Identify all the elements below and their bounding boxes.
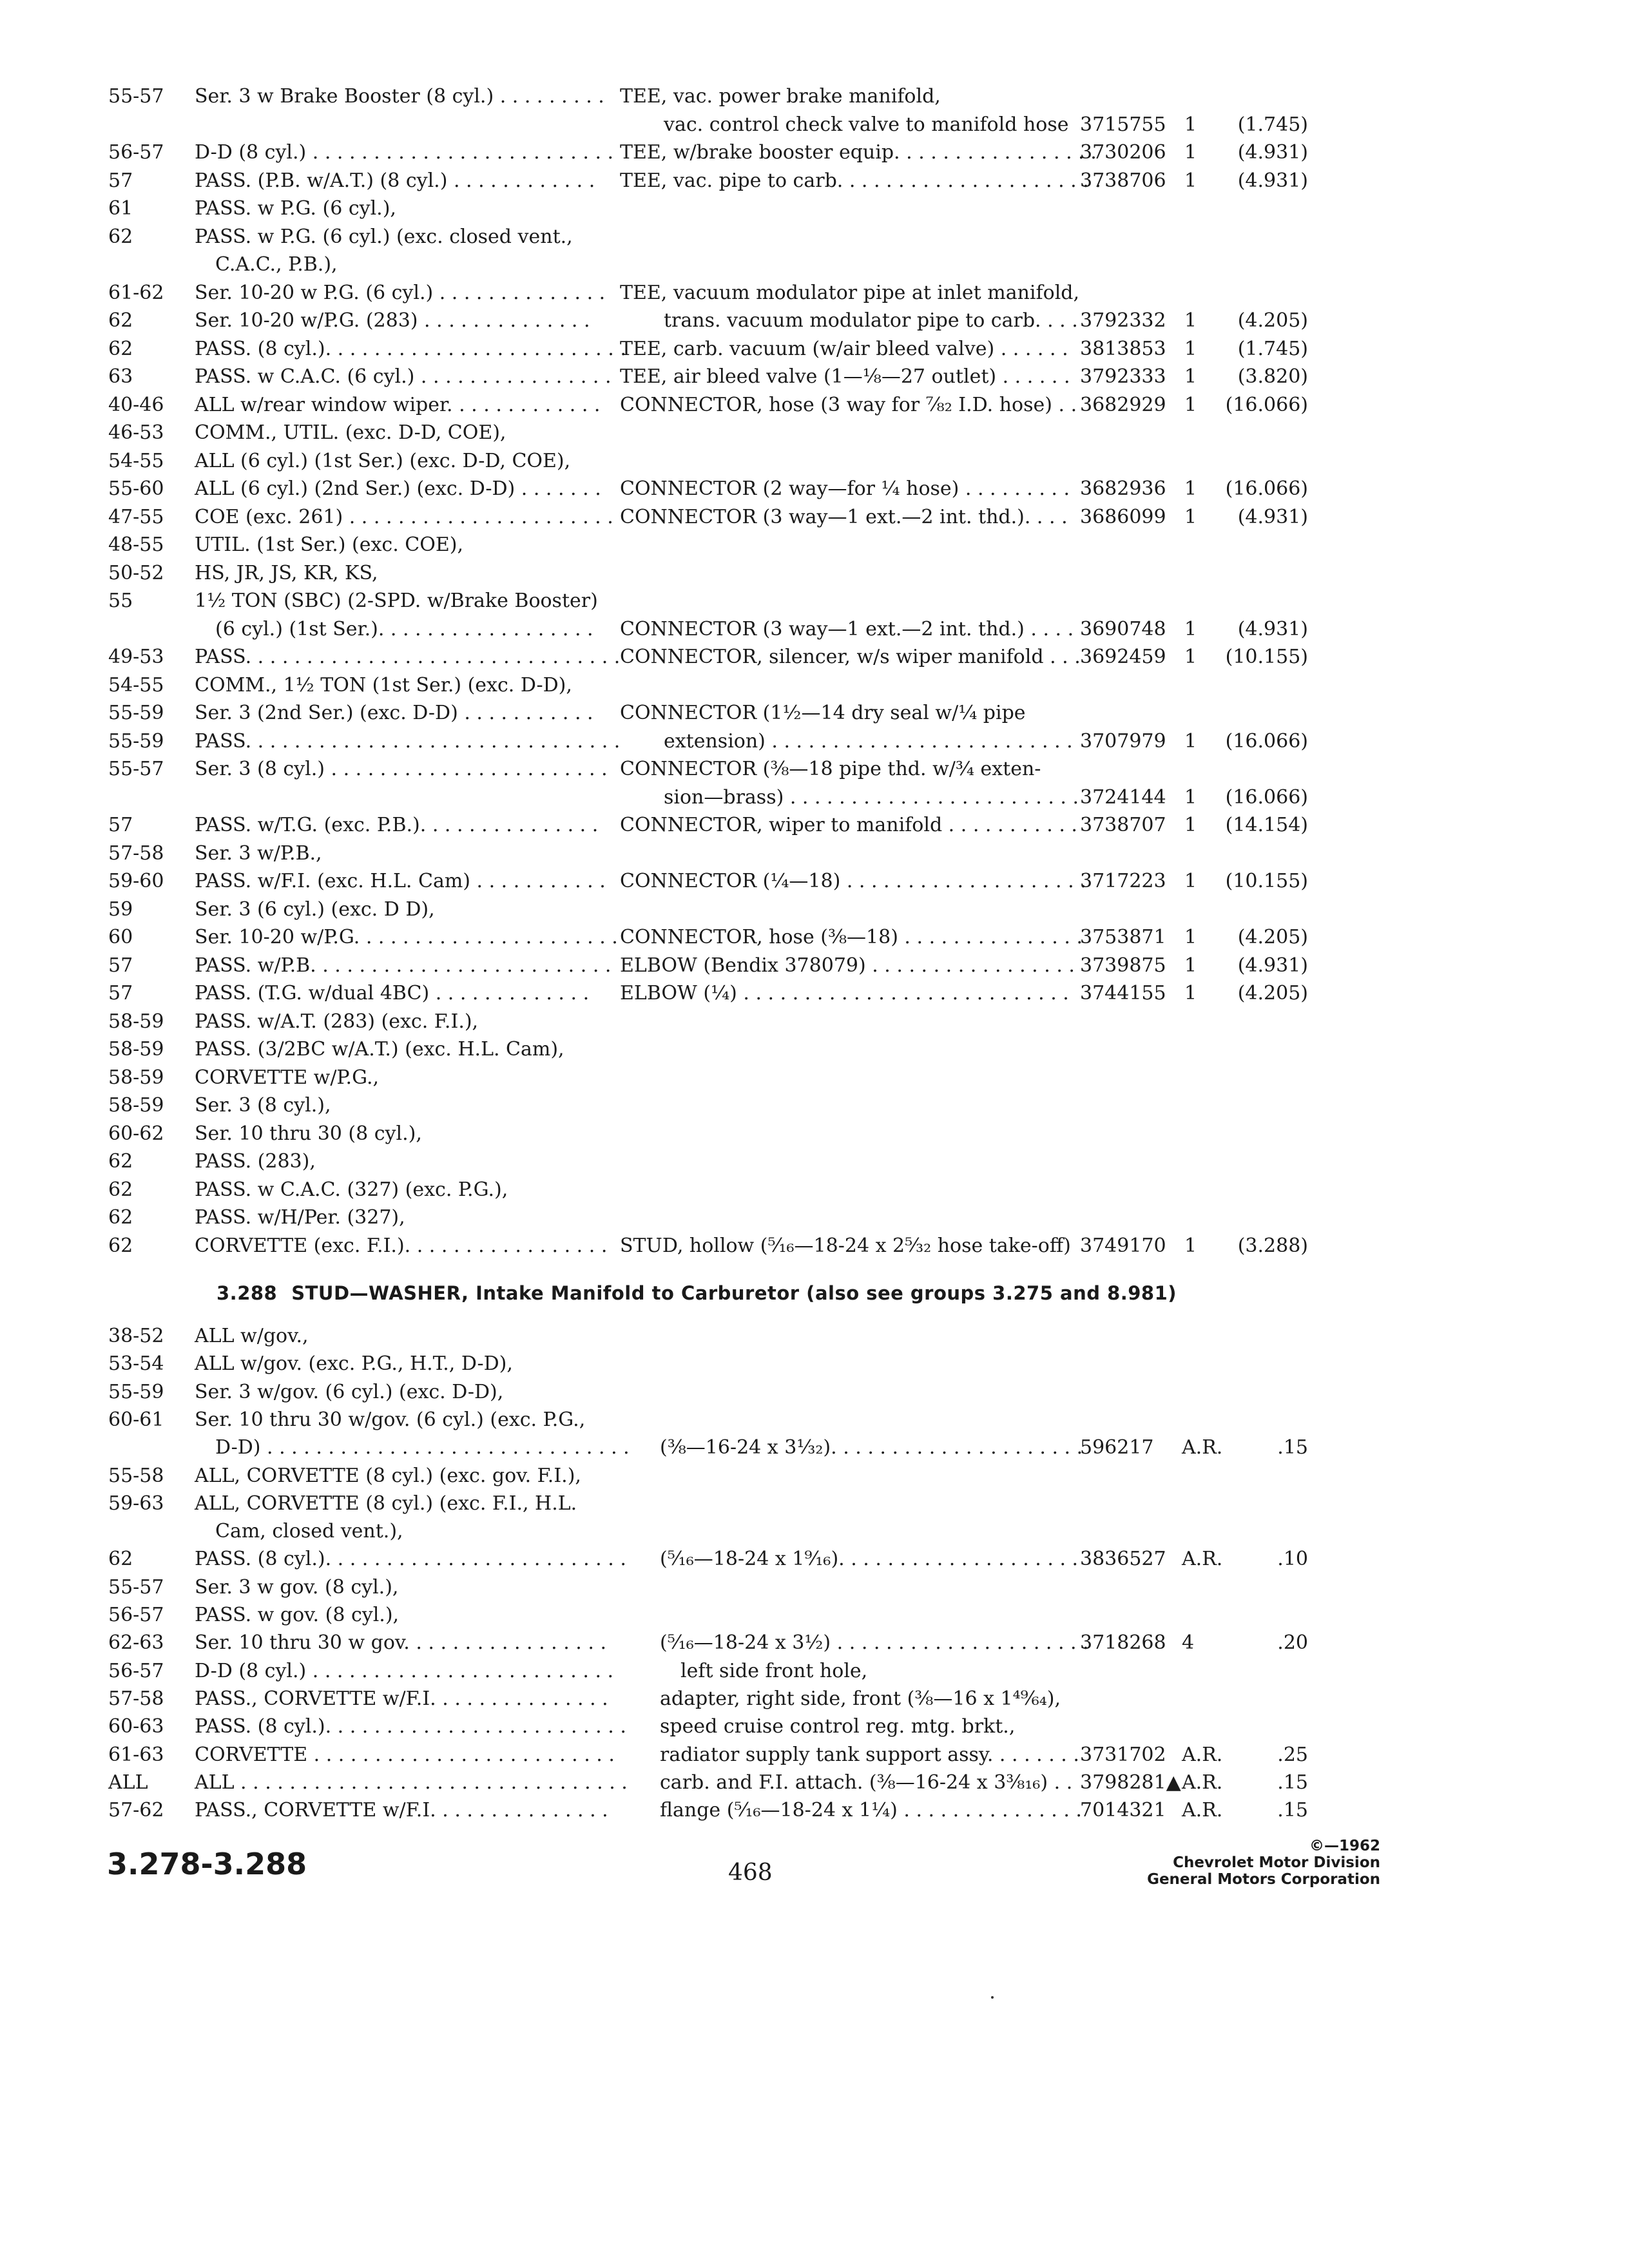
quantity: 1 <box>1184 365 1197 388</box>
model-application: D-D (8 cyl.) . . . . . . . . . . . . . . . . . . . . . . . . . <box>195 141 614 164</box>
catalog-row <box>0 223 1629 251</box>
catalog-row <box>0 867 1629 896</box>
model-application: PASS. (8 cyl.). . . . . . . . . . . . . . . . . . . . . . . . . <box>195 1548 626 1571</box>
quantity: 1 <box>1184 1234 1197 1257</box>
price: (4.931) <box>1237 617 1308 640</box>
model-application: CORVETTE w/P.G., <box>195 1066 380 1089</box>
model-application: Ser. 3 w/P.B., <box>195 841 322 865</box>
quantity: 1 <box>1184 337 1197 360</box>
part-number: 3682936 <box>1080 477 1166 500</box>
model-application: ALL w/rear window wiper. . . . . . . . . . . . . <box>195 393 601 416</box>
model-year: 58-59 <box>108 1066 164 1089</box>
catalog-row <box>0 1232 1629 1260</box>
quantity: 1 <box>1184 814 1197 836</box>
model-application: COMM., 1½ TON (1st Ser.) (exc. D-D), <box>195 673 572 697</box>
catalog-row <box>0 335 1629 363</box>
price: .15 <box>1277 1799 1308 1822</box>
model-application: Ser. 10-20 w/P.G. (283) . . . . . . . . . . . . . . <box>195 309 590 332</box>
quantity: 1 <box>1184 141 1197 164</box>
price: .20 <box>1277 1631 1308 1655</box>
catalog-row <box>0 783 1629 812</box>
model-year: ALL <box>108 1771 148 1794</box>
catalog-row <box>0 1769 1629 1797</box>
catalog-row <box>0 1713 1629 1741</box>
catalog-row <box>0 559 1629 588</box>
catalog-row <box>0 952 1629 980</box>
model-application: PASS. w/T.G. (exc. P.B.). . . . . . . . . . . . . . . <box>195 814 599 836</box>
model-application: ALL, CORVETTE (8 cyl.) (exc. gov. F.I.), <box>195 1464 581 1487</box>
part-number: 3724144 <box>1080 785 1166 809</box>
part-description: CONNECTOR (3 way—1 ext.—2 int. thd.) . . . . <box>620 617 1074 640</box>
part-number: 3738707 <box>1080 814 1166 836</box>
quantity: 1 <box>1184 393 1197 416</box>
price: .10 <box>1277 1548 1308 1571</box>
part-number: 3690748 <box>1080 617 1166 640</box>
part-number: 3792333 <box>1080 365 1166 388</box>
part-description-cont: vac. control check valve to manifold hose <box>664 113 1069 136</box>
quantity: A.R. <box>1182 1799 1223 1822</box>
model-year: 55-57 <box>108 85 164 108</box>
model-year: 62 <box>108 1234 133 1257</box>
model-application: Ser. 3 (6 cyl.) (exc. D D), <box>195 898 435 921</box>
model-application: PASS. w/H/Per. (327), <box>195 1206 405 1229</box>
part-description: CONNECTOR (⅜—18 pipe thd. w/¾ exten- <box>620 758 1041 780</box>
price: .15 <box>1277 1771 1308 1794</box>
part-number: 3692459 <box>1080 646 1166 668</box>
price: (4.205) <box>1237 926 1308 948</box>
catalog-row <box>0 1406 1629 1434</box>
model-application: 1½ TON (SBC) (2-SPD. w/Brake Booster) <box>195 590 598 612</box>
part-number: 7014321 <box>1080 1799 1166 1822</box>
quantity: 1 <box>1184 785 1197 809</box>
model-year: 55-59 <box>108 729 164 753</box>
catalog-row <box>0 1462 1629 1490</box>
part-number: 3836527 <box>1080 1548 1166 1571</box>
part-description: TEE, carb. vacuum (w/air bleed valve) . . . . . . <box>620 337 1068 360</box>
price: (16.066) <box>1225 785 1308 809</box>
catalog-row <box>0 111 1629 139</box>
catalog-row <box>0 615 1629 644</box>
model-application-cont: (6 cyl.) (1st Ser.). . . . . . . . . . . . . . . . . . <box>215 617 593 640</box>
catalog-row <box>0 727 1629 756</box>
model-year: 47-55 <box>108 505 164 528</box>
quantity: A.R. <box>1182 1743 1223 1766</box>
model-year: 57-62 <box>108 1799 164 1822</box>
catalog-row <box>0 1434 1629 1462</box>
quantity: 1 <box>1184 870 1197 892</box>
copyright-block <box>1095 1838 1380 1888</box>
model-application: PASS. w P.G. (6 cyl.) (exc. closed vent., <box>195 225 573 248</box>
part-number: 3738706 <box>1080 169 1166 192</box>
model-application: UTIL. (1st Ser.) (exc. COE), <box>195 533 463 556</box>
model-year: 55 <box>108 590 133 612</box>
catalog-row <box>0 979 1629 1008</box>
quantity: 4 <box>1182 1631 1195 1655</box>
price: (14.154) <box>1225 814 1308 836</box>
part-description: flange (⁵⁄₁₆—18-24 x 1¼) . . . . . . . . . . . . . . . <box>660 1799 1082 1822</box>
part-number: 3686099 <box>1080 505 1166 528</box>
part-number: 3749170 <box>1080 1234 1166 1257</box>
model-year: 62 <box>108 1150 133 1173</box>
part-description: TEE, vacuum modulator pipe at inlet manifold, <box>620 281 1080 304</box>
catalog-row <box>0 811 1629 840</box>
model-year: 55-57 <box>108 758 164 780</box>
model-year: 62 <box>108 337 133 360</box>
model-application: Ser. 3 w gov. (8 cyl.), <box>195 1575 399 1599</box>
model-application: PASS. (T.G. w/dual 4BC) . . . . . . . . . . . . . <box>195 982 590 1004</box>
part-description: CONNECTOR (1½—14 dry seal w/¼ pipe <box>620 702 1026 724</box>
part-number: 3753871 <box>1080 926 1166 948</box>
model-year: 62 <box>108 1548 133 1571</box>
model-application: ALL (6 cyl.) (2nd Ser.) (exc. D-D) . . . . . . . <box>195 477 601 500</box>
catalog-row <box>0 139 1629 167</box>
catalog-row <box>0 419 1629 447</box>
model-year: 57-58 <box>108 1687 164 1710</box>
price: (10.155) <box>1225 870 1308 892</box>
model-year: 48-55 <box>108 533 164 556</box>
model-year: 38-52 <box>108 1325 164 1347</box>
part-description: TEE, w/brake booster equip. . . . . . . . . . . . . . . . . <box>620 141 1097 164</box>
price: (4.931) <box>1237 954 1308 977</box>
part-number: 3730206 <box>1080 141 1166 164</box>
catalog-row <box>0 1573 1629 1602</box>
price: (16.066) <box>1225 729 1308 753</box>
model-year: 53-54 <box>108 1352 164 1376</box>
model-year: 62 <box>108 225 133 248</box>
part-number: 3739875 <box>1080 954 1166 977</box>
part-description: CONNECTOR (3 way—1 ext.—2 int. thd.). . . . <box>620 505 1068 528</box>
model-application: ALL w/gov. (exc. P.G., H.T., D-D), <box>195 1352 513 1376</box>
quantity: 1 <box>1184 646 1197 668</box>
quantity: A.R. <box>1182 1771 1223 1794</box>
catalog-row <box>0 1601 1629 1629</box>
model-application: Ser. 10 thru 30 w gov. . . . . . . . . . . . . . . . . <box>195 1631 606 1655</box>
catalog-row <box>0 447 1629 476</box>
model-year: 60 <box>108 926 133 948</box>
model-application: PASS. (3/2BC w/A.T.) (exc. H.L. Cam), <box>195 1038 564 1061</box>
section-heading <box>217 1282 1177 1304</box>
part-description: CONNECTOR, hose (3 way for ⅞₂ I.D. hose) . . <box>620 393 1077 416</box>
model-application: ALL w/gov., <box>195 1325 309 1347</box>
model-year: 57 <box>108 169 133 192</box>
catalog-row <box>0 1657 1629 1686</box>
part-description: ELBOW (¼) . . . . . . . . . . . . . . . . . . . . . . . . . . . <box>620 982 1069 1004</box>
part-description: STUD, hollow (⁵⁄₁₆—18-24 x 2⁵⁄₃₂ hose take-off) <box>620 1234 1071 1257</box>
model-application: Ser. 10 thru 30 w/gov. (6 cyl.) (exc. P.G., <box>195 1408 586 1431</box>
part-description: (⅜—16-24 x 3¹⁄₃₂). . . . . . . . . . . . . . . . . . . . . <box>660 1436 1083 1459</box>
model-year: 57 <box>108 954 133 977</box>
model-year: 58-59 <box>108 1038 164 1061</box>
catalog-row <box>0 1120 1629 1148</box>
group-range-label: 3.278-3.288 <box>107 1847 307 1881</box>
part-description: CONNECTOR (2 way—for ¼ hose) . . . . . . . . . <box>620 477 1070 500</box>
catalog-row <box>0 475 1629 503</box>
price: (3.288) <box>1237 1234 1308 1257</box>
part-description-cont: left side front hole, <box>680 1659 868 1682</box>
model-application-cont: D-D) . . . . . . . . . . . . . . . . . . . . . . . . . . . . . . <box>215 1436 630 1459</box>
model-year: 55-58 <box>108 1464 164 1487</box>
catalog-row <box>0 1741 1629 1769</box>
model-year: 56-57 <box>108 141 164 164</box>
price: (1.745) <box>1237 337 1308 360</box>
model-year: 58-59 <box>108 1010 164 1033</box>
model-year: 50-52 <box>108 561 164 584</box>
model-year: 58-59 <box>108 1094 164 1117</box>
quantity: 1 <box>1184 505 1197 528</box>
part-number: 3717223 <box>1080 870 1166 892</box>
catalog-row <box>0 1064 1629 1092</box>
model-application: PASS. w C.A.C. (327) (exc. P.G.), <box>195 1178 508 1201</box>
part-description: carb. and F.I. attach. (⅜—16-24 x 3⅜₁₆) . . <box>660 1771 1073 1794</box>
model-year: 55-59 <box>108 702 164 724</box>
part-description: TEE, vac. power brake manifold, <box>620 85 941 108</box>
quantity: 1 <box>1184 729 1197 753</box>
catalog-row <box>0 363 1629 391</box>
quantity: 1 <box>1184 954 1197 977</box>
model-application: PASS. w/F.I. (exc. H.L. Cam) . . . . . . . . . . . <box>195 870 606 892</box>
model-application: PASS. . . . . . . . . . . . . . . . . . . . . . . . . . . . . . . <box>195 646 621 668</box>
model-application: PASS. (8 cyl.). . . . . . . . . . . . . . . . . . . . . . . . . <box>195 337 626 360</box>
section-heading-text: STUD—WASHER, Intake Manifold to Carburetor (also see groups 3.275 and 8.981) <box>291 1282 1177 1304</box>
part-description: CONNECTOR, silencer, w/s wiper manifold . . . <box>620 646 1081 668</box>
model-year: 60-61 <box>108 1408 164 1431</box>
model-year: 55-60 <box>108 477 164 500</box>
price: (4.205) <box>1237 309 1308 332</box>
model-year: 57 <box>108 982 133 1004</box>
model-application: Ser. 3 w/gov. (6 cyl.) (exc. D-D), <box>195 1380 504 1403</box>
quantity: 1 <box>1184 169 1197 192</box>
model-year: 60-62 <box>108 1122 164 1145</box>
price: (4.931) <box>1237 141 1308 164</box>
model-application: D-D (8 cyl.) . . . . . . . . . . . . . . . . . . . . . . . . . <box>195 1659 614 1682</box>
catalog-row <box>0 251 1629 279</box>
price: (16.066) <box>1225 393 1308 416</box>
catalog-row <box>0 1176 1629 1204</box>
model-application: Ser. 3 (8 cyl.) . . . . . . . . . . . . . . . . . . . . . . . <box>195 758 608 780</box>
quantity: 1 <box>1184 617 1197 640</box>
model-year: 59-60 <box>108 870 164 892</box>
part-number: 3798281▲ <box>1080 1771 1181 1794</box>
model-year: 46-53 <box>108 421 164 444</box>
catalog-row <box>0 1378 1629 1407</box>
catalog-row <box>0 82 1629 111</box>
model-application: COE (exc. 261) . . . . . . . . . . . . . . . . . . . . . . <box>195 505 613 528</box>
part-description-cont: sion—brass) . . . . . . . . . . . . . . . . . . . . . . . . <box>664 785 1079 809</box>
part-number: 3731702 <box>1080 1743 1166 1766</box>
model-application: PASS. w P.G. (6 cyl.), <box>195 197 396 220</box>
catalog-row <box>0 391 1629 419</box>
part-description: TEE, air bleed valve (1—⅛—27 outlet) . . . . . . <box>620 365 1070 388</box>
catalog-row <box>0 587 1629 615</box>
quantity: A.R. <box>1182 1436 1223 1459</box>
model-application: ALL, CORVETTE (8 cyl.) (exc. F.I., H.L. <box>195 1492 577 1515</box>
part-description: radiator supply tank support assy. . . . . . . . <box>660 1743 1079 1766</box>
copyright-year: ©—1962 <box>1309 1838 1380 1854</box>
catalog-row <box>0 531 1629 559</box>
catalog-row <box>0 896 1629 924</box>
catalog-row <box>0 1517 1629 1546</box>
catalog-row <box>0 279 1629 307</box>
model-year: 61-62 <box>108 281 164 304</box>
catalog-row <box>0 1091 1629 1120</box>
catalog-row <box>0 307 1629 335</box>
model-year: 55-59 <box>108 1380 164 1403</box>
quantity: 1 <box>1184 926 1197 948</box>
part-number: 3715755 <box>1080 113 1166 136</box>
catalog-row <box>0 195 1629 223</box>
part-number: 3707979 <box>1080 729 1166 753</box>
price: .15 <box>1277 1436 1308 1459</box>
quantity: 1 <box>1184 982 1197 1004</box>
model-year: 55-57 <box>108 1575 164 1599</box>
model-application: Ser. 10-20 w P.G. (6 cyl.) . . . . . . . . . . . . . . <box>195 281 606 304</box>
model-year: 62 <box>108 1178 133 1201</box>
catalog-row <box>0 503 1629 532</box>
catalog-row <box>0 1008 1629 1036</box>
part-description-cont: extension) . . . . . . . . . . . . . . . . . . . . . . . . . <box>664 729 1073 753</box>
model-application: Ser. 3 (8 cyl.), <box>195 1094 331 1117</box>
catalog-row <box>0 755 1629 783</box>
catalog-row <box>0 671 1629 700</box>
price: (1.745) <box>1237 113 1308 136</box>
price: (16.066) <box>1225 477 1308 500</box>
model-application: PASS. . . . . . . . . . . . . . . . . . . . . . . . . . . . . . . <box>195 729 621 753</box>
model-year: 62 <box>108 309 133 332</box>
quantity: 1 <box>1184 477 1197 500</box>
model-year: 57-58 <box>108 841 164 865</box>
part-number: 3744155 <box>1080 982 1166 1004</box>
print-speck <box>991 1996 994 1999</box>
model-application: Ser. 3 w Brake Booster (8 cyl.) . . . . . . . . . <box>195 85 604 108</box>
price: (10.155) <box>1225 646 1308 668</box>
model-application: PASS. (8 cyl.). . . . . . . . . . . . . . . . . . . . . . . . . <box>195 1715 626 1738</box>
catalog-row <box>0 167 1629 195</box>
catalog-row <box>0 643 1629 671</box>
model-year: 49-53 <box>108 646 164 668</box>
price: (4.931) <box>1237 505 1308 528</box>
part-description: ELBOW (Bendix 378079) . . . . . . . . . . . . . . . . . <box>620 954 1075 977</box>
catalog-row <box>0 1490 1629 1518</box>
quantity: 1 <box>1184 113 1197 136</box>
catalog-row <box>0 1350 1629 1378</box>
catalog-row <box>0 1545 1629 1573</box>
catalog-row <box>0 840 1629 868</box>
model-application: CORVETTE (exc. F.I.). . . . . . . . . . . . . . . . . <box>195 1234 608 1257</box>
catalog-row <box>0 923 1629 952</box>
model-application: CORVETTE . . . . . . . . . . . . . . . . . . . . . . . . . <box>195 1743 615 1766</box>
model-application: PASS. w/P.B. . . . . . . . . . . . . . . . . . . . . . . . . <box>195 954 612 977</box>
model-application: Ser. 3 (2nd Ser.) (exc. D-D) . . . . . . . . . . . <box>195 702 593 724</box>
model-application: PASS., CORVETTE w/F.I. . . . . . . . . . . . . . . <box>195 1687 608 1710</box>
catalog-row <box>0 1796 1629 1825</box>
part-description: (⁵⁄₁₆—18-24 x 3½) . . . . . . . . . . . . . . . . . . . . . <box>660 1631 1089 1655</box>
part-number: 3718268 <box>1080 1631 1166 1655</box>
catalog-row <box>0 1204 1629 1232</box>
model-application: HS, JR, JS, KR, KS, <box>195 561 378 584</box>
catalog-row <box>0 699 1629 727</box>
model-year: 54-55 <box>108 449 164 472</box>
model-year: 62 <box>108 1206 133 1229</box>
model-application: ALL (6 cyl.) (1st Ser.) (exc. D-D, COE), <box>195 449 571 472</box>
model-year: 61-63 <box>108 1743 164 1766</box>
part-number: 3682929 <box>1080 393 1166 416</box>
part-description: CONNECTOR, hose (⅜—18) . . . . . . . . . . . . . . . <box>620 926 1083 948</box>
model-application: Ser. 10-20 w/P.G. . . . . . . . . . . . . . . . . . . . . . <box>195 926 618 948</box>
copyright-corporation: General Motors Corporation <box>1147 1871 1380 1888</box>
part-number: 3813853 <box>1080 337 1166 360</box>
part-description: adapter, right side, front (⅜—16 x 1⁴⁹⁄₆₄), <box>660 1687 1061 1710</box>
part-description: (⁵⁄₁₆—18-24 x 1⁹⁄₁₆). . . . . . . . . . . . . . . . . . . . <box>660 1548 1079 1571</box>
model-application: PASS. w gov. (8 cyl.), <box>195 1604 400 1626</box>
model-application: PASS. w C.A.C. (6 cyl.) . . . . . . . . . . . . . . . . <box>195 365 612 388</box>
model-year: 56-57 <box>108 1659 164 1682</box>
part-description: CONNECTOR, wiper to manifold . . . . . . . . . . . <box>620 814 1077 836</box>
model-application: ALL . . . . . . . . . . . . . . . . . . . . . . . . . . . . . . . . <box>195 1771 628 1794</box>
model-year: 54-55 <box>108 673 164 697</box>
part-description: CONNECTOR (¼—18) . . . . . . . . . . . . . . . . . . . . <box>620 870 1086 892</box>
model-application-cont: Cam, closed vent.), <box>215 1520 403 1543</box>
price: (4.205) <box>1237 982 1308 1004</box>
model-year: 62-63 <box>108 1631 164 1655</box>
catalog-row <box>0 1685 1629 1713</box>
model-application: COMM., UTIL. (exc. D-D, COE), <box>195 421 506 444</box>
part-description: speed cruise control reg. mtg. brkt., <box>660 1715 1016 1738</box>
quantity: 1 <box>1184 309 1197 332</box>
model-year: 63 <box>108 365 133 388</box>
part-number: 596217 <box>1080 1436 1154 1459</box>
model-year: 57 <box>108 814 133 836</box>
model-year: 60-63 <box>108 1715 164 1738</box>
model-year: 59-63 <box>108 1492 164 1515</box>
model-year: 59 <box>108 898 133 921</box>
model-application-cont: C.A.C., P.B.), <box>215 253 338 276</box>
model-year: 61 <box>108 197 133 220</box>
model-application: PASS. (P.B. w/A.T.) (8 cyl.) . . . . . . . . . . . . <box>195 169 595 192</box>
model-application: PASS. w/A.T. (283) (exc. F.I.), <box>195 1010 479 1033</box>
model-application: PASS., CORVETTE w/F.I. . . . . . . . . . . . . . . <box>195 1799 608 1822</box>
model-year: 40-46 <box>108 393 164 416</box>
model-year: 56-57 <box>108 1604 164 1626</box>
section-number: 3.288 <box>217 1282 278 1304</box>
page-number: 468 <box>728 1860 773 1886</box>
catalog-row <box>0 1148 1629 1176</box>
quantity: A.R. <box>1182 1548 1223 1571</box>
part-number: 3792332 <box>1080 309 1166 332</box>
part-description: TEE, vac. pipe to carb. . . . . . . . . . . . . . . . . . . . . . <box>620 169 1101 192</box>
model-application: Ser. 10 thru 30 (8 cyl.), <box>195 1122 422 1145</box>
price: .25 <box>1277 1743 1308 1766</box>
part-description-cont: trans. vacuum modulator pipe to carb. . . . <box>664 309 1078 332</box>
catalog-row <box>0 1035 1629 1064</box>
price: (3.820) <box>1237 365 1308 388</box>
model-application: PASS. (283), <box>195 1150 316 1173</box>
copyright-division: Chevrolet Motor Division <box>1173 1854 1380 1871</box>
catalog-row <box>0 1629 1629 1657</box>
price: (4.931) <box>1237 169 1308 192</box>
catalog-row <box>0 1322 1629 1350</box>
